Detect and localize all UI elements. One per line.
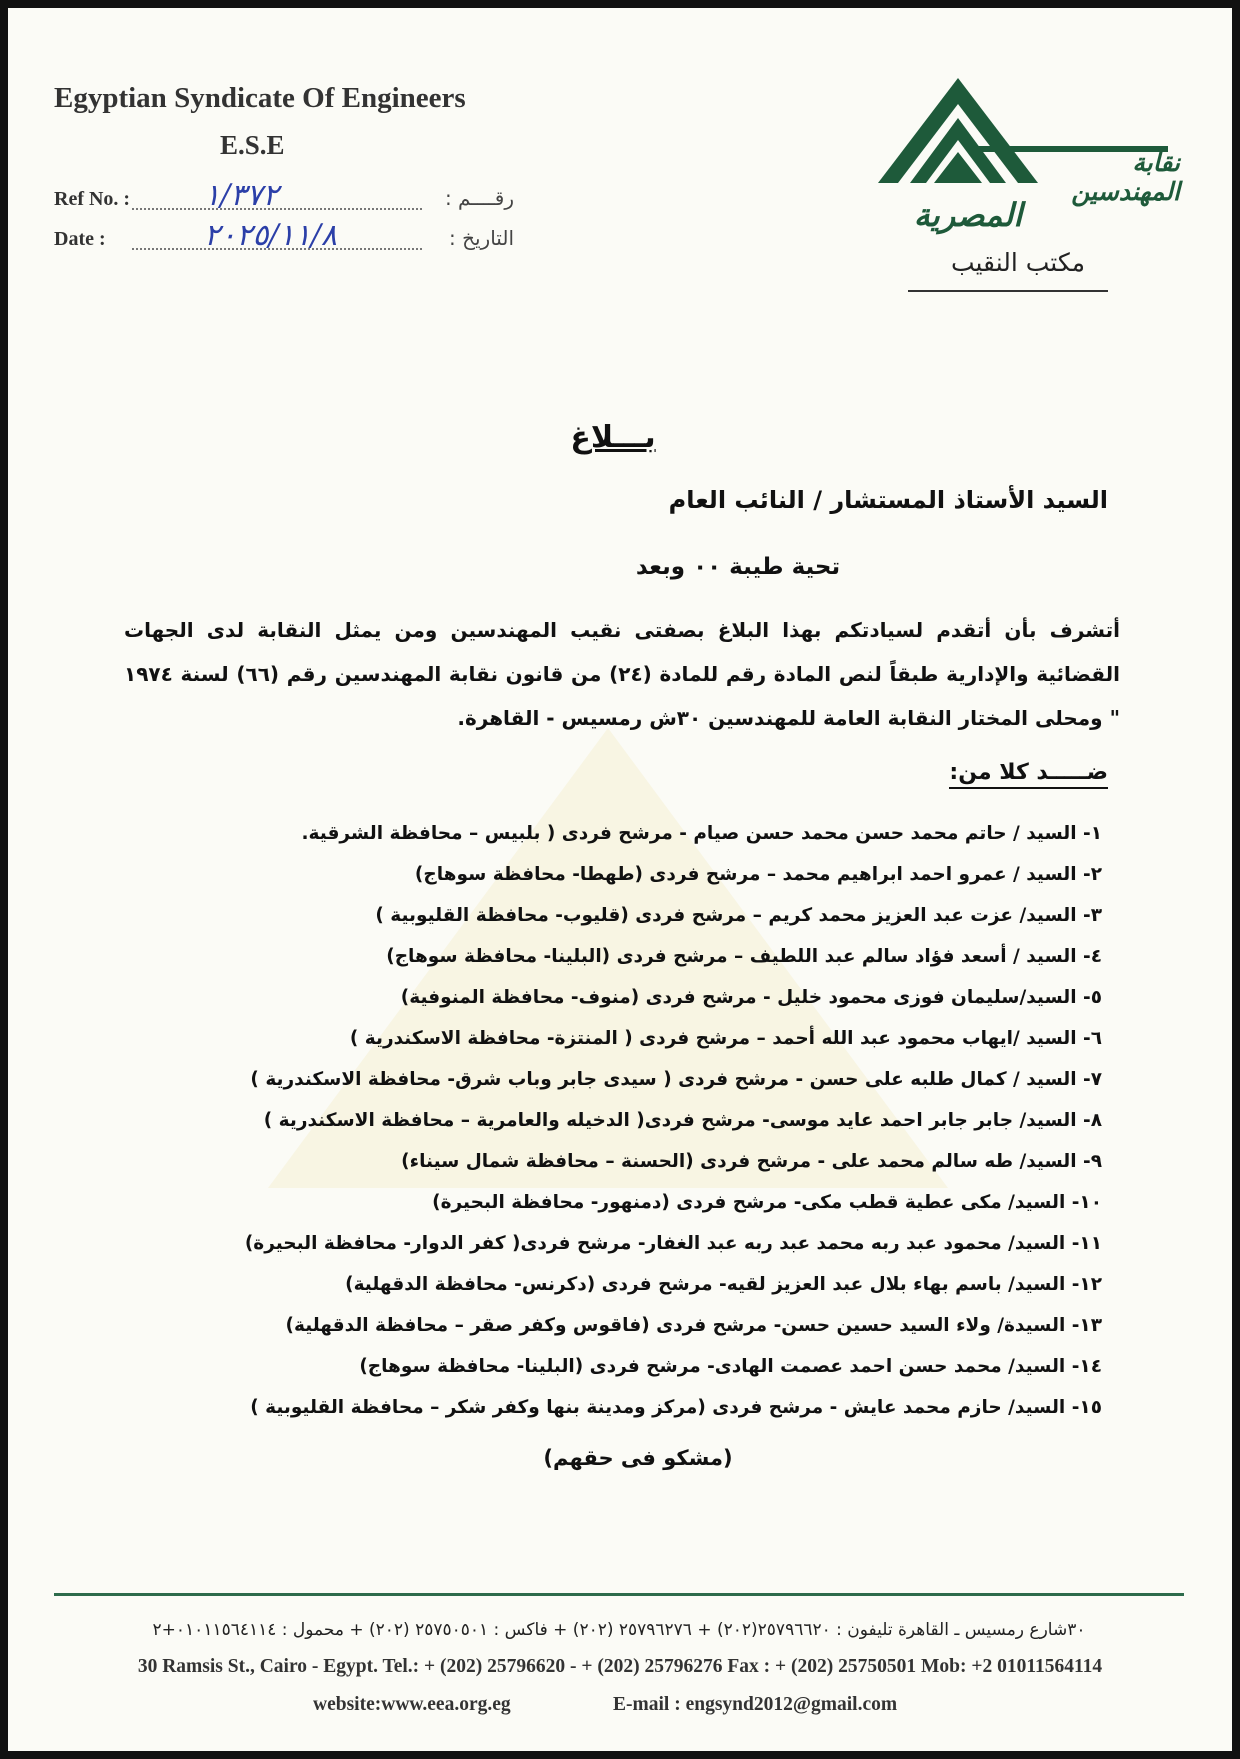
against-label: ضـــــد كلا من: [949,760,1108,789]
logo-underline [908,290,1108,292]
date-label-ar: التاريخ : [448,226,514,250]
letter-title: بـــلاغ [570,420,656,455]
list-item: ١٥- السيد/ حازم محمد عايش - مرشح فردى (مركز ومدينة بنها وكفر شكر – محافظة القليوبية ) [250,1397,1102,1418]
list-item: ٦- السيد /ايهاب محمود عبد الله أحمد – مرشح فردى ( المنتزة- محافظة الاسكندرية ) [349,1028,1102,1049]
footer-divider [54,1593,1184,1596]
ref-label-en: Ref No. : [54,188,131,210]
list-item: ٥- السيد/سليمان فوزى محمود خليل - مرشح فردى (منوف- محافظة المنوفية) [400,987,1102,1008]
footer-address-ar: ٣٠شارع رمسيس ـ القاهرة تليفون : ٢٥٧٩٦٦٢٠(٢٠٢) + ٢٥٧٩٦٢٧٦ (٢٠٢) + فاكس : ٢٥٧٥٠٥٠١ (٢٠٢) + محمول : ٠١٠١١٥٦٤١١٤+٢ [152,1620,1086,1640]
list-item: ٢- السيد / عمرو احمد ابراهيم محمد – مرشح فردى (طهطا- محافظة سوهاج) [414,864,1102,885]
list-item: ٩- السيد/ طه سالم محمد على - مرشح فردى (الحسنة – محافظة شمال سيناء) [401,1151,1102,1172]
list-item: ١٣- السيدة/ ولاء السيد حسين حسن- مرشح فردى (فاقوس وكفر صقر – محافظة الدقهلية) [285,1315,1102,1336]
footer-website-link[interactable]: website:www.eea.org.eg [313,1694,511,1715]
footer-address-en: 30 Ramsis St., Cairo - Egypt. Tel.: + (202) 25796620 - + (202) 25796276 Fax : + (202) 25750501 Mob: +2 01011564114 [137,1656,1103,1677]
logo-office: مكتب النقيب [950,248,1086,277]
date-row [54,218,514,258]
date-value: ٢٠٢٥/١١/٨ [204,218,338,253]
addressee: السيد الأستاذ المستشار / النائب العام [668,486,1108,514]
syndicate-logo [878,78,1198,298]
logo-name-line1: نقابة المهندسين [1071,148,1180,206]
list-item: ١١- السيد/ محمود عبد ربه محمد عبد ربه عبد الغفار- مرشح فردى( كفر الدوار- محافظة البحيرة) [244,1233,1102,1254]
ref-value: ١/٣٧٢ [204,178,279,213]
date-label-en: Date : [54,228,106,250]
ref-row [54,178,514,218]
list-item: ١٢- السيد/ باسم بهاء بلال عبد العزيز لقيه- مرشح فردى (دكرنس- محافظة الدقهلية) [345,1274,1102,1295]
accused-list [102,813,1102,1428]
letter-page [8,8,1232,1751]
closing-note: (مشكو فى حقهم) [543,1446,733,1470]
list-item: ١٤- السيد/ محمد حسن احمد عصمت الهادى- مرشح فردى (البلينا- محافظة سوهاج) [359,1356,1102,1377]
org-abbr: E.S.E [220,130,285,160]
letter-body: أتشرف بأن أتقدم لسيادتكم بهذا البلاغ بصفتى نقيب المهندسين ومن يمثل النقابة لدى الجهات القضائية والإدارية طبقاً لنص المادة رقم للمادة (٢٤) من قانون نقابة المهندسين رقم (٦٦) لسنة ١٩٧٤ " ومحلى المختار النقابة العامة للمهندسين ٣٠ش رمسيس - القاهرة. [124,618,1120,730]
list-item: ٨- السيد/ جابر جابر احمد عايد موسى- مرشح فردى( الدخيله والعامرية – محافظة الاسكندرية ) [263,1110,1102,1131]
logo-name-line2: المصرية [913,196,1023,234]
ref-label-ar: رقــــم : [444,186,514,210]
org-name-en: Egyptian Syndicate Of Engineers [54,82,466,114]
greeting: تحية طيبة ٠٠ وبعد [635,554,841,580]
list-item: ٣- السيد/ عزت عبد العزيز محمد كريم – مرشح فردى (قليوب- محافظة القليوبية ) [375,905,1102,926]
list-item: ٤- السيد / أسعد فؤاد سالم عبد اللطيف – مرشح فردى (البلينا- محافظة سوهاج) [386,946,1102,967]
list-item: ٧- السيد / كمال طلبه على حسن - مرشح فردى ( سيدى جابر وباب شرق- محافظة الاسكندرية ) [250,1069,1102,1090]
list-item: ١٠- السيد/ مكى عطية قطب مكى- مرشح فردى (دمنهور- محافظة البحيرة) [432,1192,1102,1213]
footer-email-link[interactable]: E-mail : engsynd2012@gmail.com [613,1694,898,1715]
list-item: ١- السيد / حاتم محمد حسن محمد حسن صيام - مرشح فردى ( بلبيس – محافظة الشرقية. [301,823,1102,844]
